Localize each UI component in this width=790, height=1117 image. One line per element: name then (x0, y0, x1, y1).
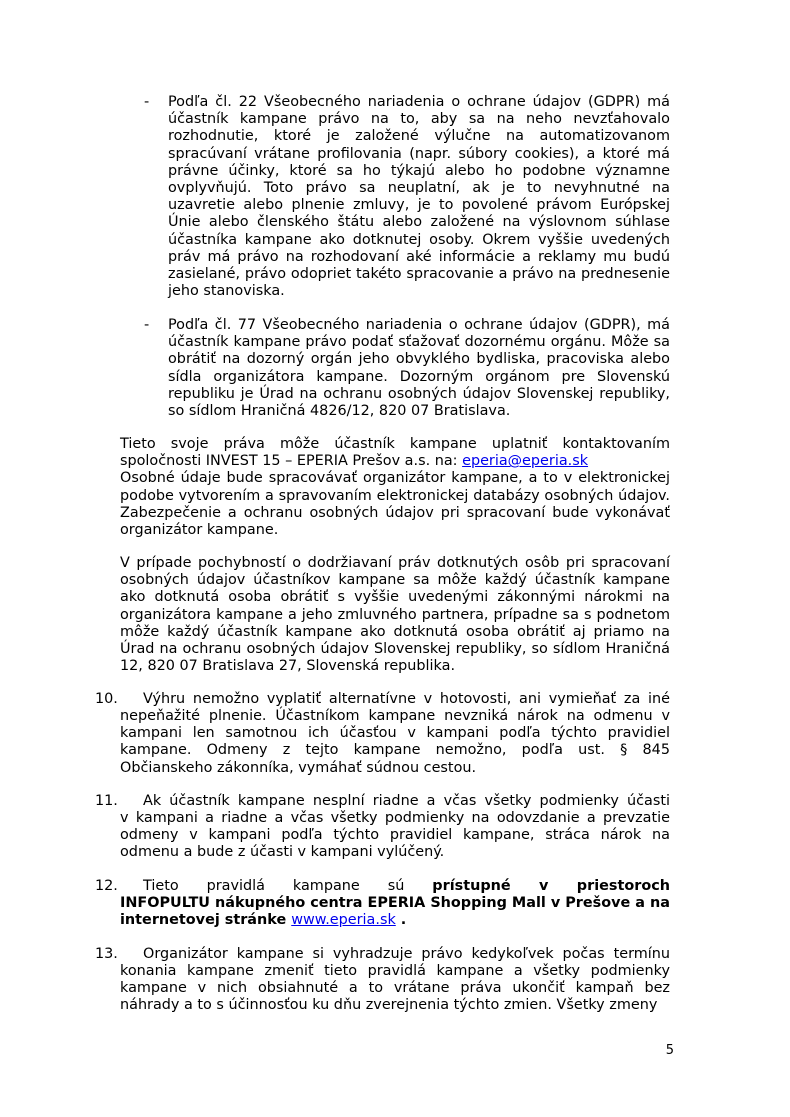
website-link[interactable]: www.eperia.sk (291, 912, 396, 929)
item-10-first-line: Výhru nemožno vyplatiť alternatívne v hotovosti, ani vymieňať za iné (143, 691, 670, 707)
doubts-paragraph: V prípade pochybností o dodržiavaní práv dotknutých osôb pri spracovaní osobných údajov účastníkov kampane sa môže každý účastník kampane ako dotknutá osoba obrátiť s vyššie uvedenými zákonnými nárokmi na organizátora kampane a jeho zmluvného partnera, prípadne sa s podnetom môže každý účastník kampane ako dotknutá osoba obrátiť aj priamo na Úrad na ochranu osobných údajov Slovenskej republiky, so sídlom Hraničná 12, 820 07 Bratislava 27, Slovenská republika. (120, 555, 670, 675)
item-number: 10. (95, 691, 118, 707)
item-13-first-line: Organizátor kampane si vyhradzuje právo kedykoľvek počas termínu (143, 946, 670, 962)
page-number: 5 (665, 1043, 674, 1058)
email-link[interactable]: eperia@eperia.sk (462, 453, 589, 470)
item-12-end: . (395, 912, 407, 929)
item-11-first-line: Ak účastník kampane nesplní riadne a včas všetky podmienky účasti (143, 793, 670, 809)
rights-paragraph (120, 436, 670, 539)
bullet-text-gdpr-77: Podľa čl. 77 Všeobecného nariadenia o ochrane údajov (GDPR), má účastník kampane právo podať sťažovať dozornému orgánu. Môže sa obrátiť na dozorný orgán jeho obvyklého bydliska, pracoviska alebo sídla organizátora kampane. Dozorným orgánom pre Slovenskú republiku je Úrad na ochranu osobných údajov Slovenskej republiky, so sídlom Hraničná 4826/12, 820 07 Bratislava. (168, 317, 670, 420)
item-12-bold-start: prístupné v priestoroch (432, 878, 670, 894)
item-12-plain: Tieto pravidlá kampane sú (143, 878, 433, 894)
bullet-text-gdpr-22: Podľa čl. 22 Všeobecného nariadenia o ochrane údajov (GDPR) má účastník kampane právo na to, aby sa na neho nevzťahovalo rozhodnutie, ktoré je založené výlučne na automatizovanom spracúvaní vrátane profilovania (napr. súbory cookies), a ktoré má právne účinky, ktoré sa ho týkajú alebo ho podobne významne ovplyvňujú. Toto právo sa neuplatní, ak je to nevyhnutné na uzavretie alebo plnenie zmluvy, je to povolené právom Európskej Únie alebo členského štátu alebo založené na výslovnom súhlase účastníka kampane ako dotknutej osoby. Okrem vyššie uvedených práv má právo na rozhodovaní aké informácie a reklamy mu budú zasielané, právo odopriet takéto spracovanie a právo na prednesenie jeho stanoviska. (168, 94, 670, 300)
item-11-text: v kampani a riadne a včas všetky podmienky na odovzdanie a prevzatie odmeny v kampani podľa týchto pravidiel kampane, stráca nárok na odmenu a bude z účasti v kampani vylúčený. (120, 810, 670, 861)
item-number: 12. (95, 878, 118, 894)
bullet-marker: - (144, 94, 150, 110)
item-13-text: konania kampane zmeniť tieto pravidlá kampane a všetky podmienky kampane v nich obsiahnuté a to vrátane práva ukončiť kampaň bez náhrady a to s účinnosťou ku dňu zverejnenia týchto zmien. Všetky zmeny (120, 963, 670, 1014)
item-12-bold: INFOPULTU nákupného centra EPERIA Shopping Mall v Prešove a na internetovej stránke (120, 895, 670, 929)
item-12-first-line (143, 878, 670, 895)
item-number: 13. (95, 946, 118, 962)
rights-text: Tieto svoje práva môže účastník kampane uplatniť kontaktovaním spoločnosti INVEST 15 – EPERIA Prešov a.s. na: (120, 436, 670, 470)
item-10-text: nepeňažité plnenie. Účastníkom kampane nevzniká nárok na odmenu v kampani len samotnou ich účasťou v kampani podľa týchto pravidiel kampane. Odmeny z tejto kampane nemožno, podľa ust. § 845 Občianskeho zákonníka, vymáhať súdnou cestou. (120, 708, 670, 776)
bullet-marker: - (144, 317, 150, 333)
item-number: 11. (95, 793, 118, 809)
item-12-text (120, 895, 670, 929)
processing-text: Osobné údaje bude spracovávať organizátor kampane, a to v elektronickej podobe vytvorením a spravovaním elektronickej databázy osobných údajov. Zabezpečenie a ochranu osobných údajov pri spracovaní bude vykonávať organizátor kampane. (120, 470, 670, 539)
